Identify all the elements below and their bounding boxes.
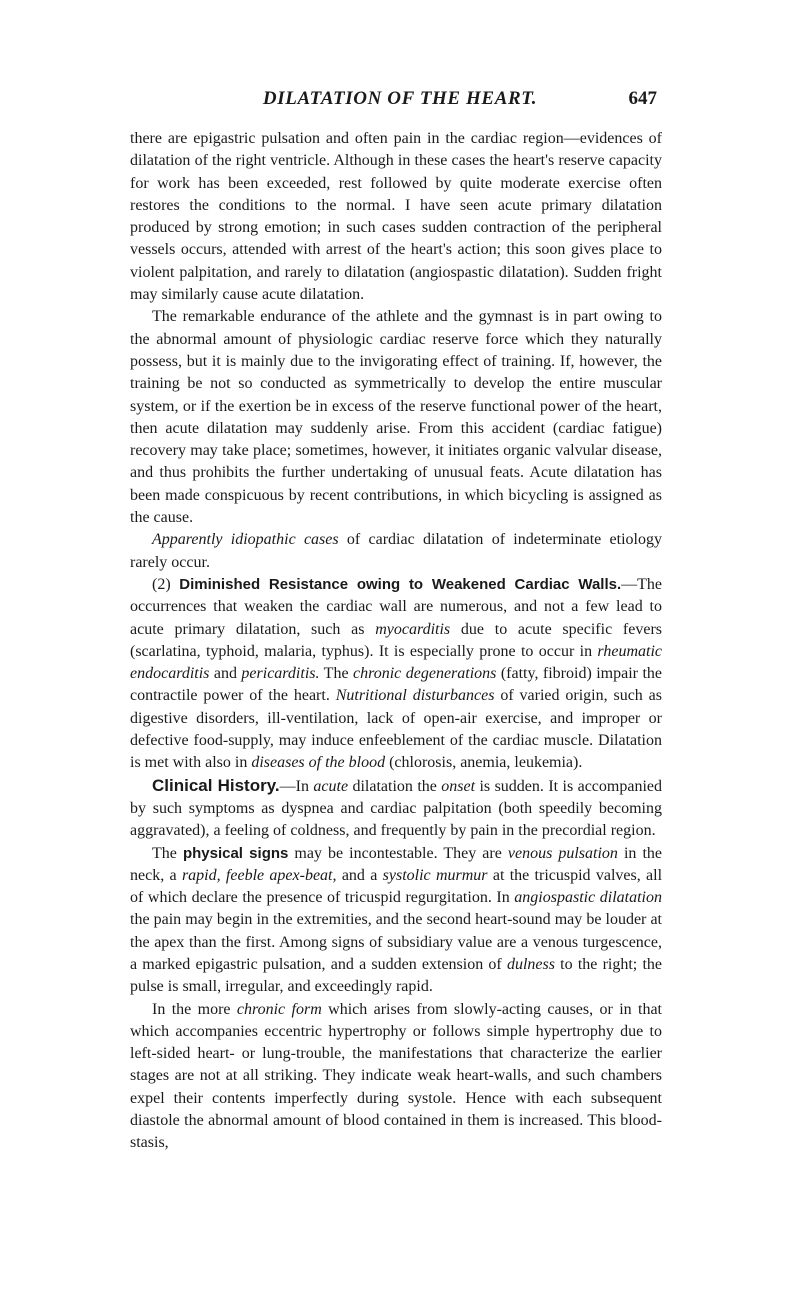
paragraph-3 (130, 529, 662, 574)
p4-italic-1: myocarditis (375, 620, 451, 638)
p4-italic-5: Nutritional disturbances (335, 687, 495, 705)
p4-italic-3: pericarditis. (241, 665, 320, 683)
paragraph-3-italic: Apparently idiopathic cases (152, 531, 339, 549)
p6-text-4: at the tricuspid valves, all of which declare the presence of tricuspid regurgitation. In (130, 866, 663, 907)
p6-italic-1: venous pulsation (507, 844, 618, 862)
paragraph-5 (130, 775, 662, 843)
paragraph-6 (130, 843, 662, 999)
p4-italic-6: diseases of the blood (251, 754, 386, 772)
p6-italic-5: dulness (506, 955, 555, 973)
p7-italic-1: chronic form (236, 1000, 322, 1018)
paragraph-2-text: The remarkable endurance of the athlete and the gymnast is in part owing to the abnormal amount of physiologic cardiac reserve force which they naturally possess, but it is mainly due to the invigorating effect of training. If, however, the training be not so conducted as symmetrically to develop the entire muscular system, or if the exertion be in excess of the reserve functional power of the heart, then acute dilatation may suddenly arise. From this accident (cardiac fatigue) recovery may take place; sometimes, however, it initiates organic valvular disease, and thus prohibits the further undertaking of unusual feats. Acute dilatation has been made conspicuous by recent contributions, in which bicycling is assigned as the cause. (130, 308, 662, 527)
p4-text-2: due to acute specific fevers (scarlatina, typhoid, malaria, typhus). It is especially prone to occur in (130, 620, 662, 660)
p4-text-1: —The occurrences that weaken the cardiac wall are numerous, and not a few lead to acute primary dilatation, such as (130, 575, 663, 638)
p4-text-4: The (319, 665, 353, 683)
p6-text-6: to the right; the pulse is small, irregular, and exceedingly rapid. (130, 955, 662, 996)
section-heading-clinical-history: Clinical History. (152, 775, 280, 795)
p6-text-3: and a (336, 866, 383, 884)
p5-text-2: dilatation the (348, 777, 442, 795)
p4-text-7: (chlorosis, anemia, leukemia). (385, 754, 583, 772)
p4-text-6: of varied origin, such as digestive disorders, ill-ventilation, lack of open-air exercise, and improper or defective food-supply, may induce enfeeblement of the cardiac muscle. Dilatation is met with also in (130, 687, 663, 772)
paragraph-7 (130, 999, 662, 1155)
page-header (0, 88, 800, 118)
p6-text-0: The (152, 844, 183, 862)
p7-text-1: which arises from slowly-acting causes, or in that which accompanies eccentric hypertrophy or follows simple hypertrophy due to left-sided heart- or lung-trouble, the manifestations that characterize the earlier stages are not at all striking. They indicate weak heart-walls, and such chambers expel their contents imperfectly during systole. Hence with each subsequent diastole the abnormal amount of blood contained in them is increased. This blood-stasis, (130, 1000, 663, 1152)
p6-italic-2: rapid, feeble apex-beat, (181, 866, 337, 884)
p6-text-5: the pain may begin in the extremities, and the second heart-sound may be louder at the apex than the first. Among signs of subsidiary value are a venous turgescence, a marked epigastric pulsation, and a sudden extension of (130, 911, 662, 973)
p4-italic-2: rheumatic endocarditis (130, 642, 662, 683)
p4-italic-4: chronic degenerations (353, 665, 497, 683)
p6-text-1: may be incontestable. They are (288, 844, 508, 862)
p4-text-3: and (209, 665, 242, 683)
running-head: DILATATION OF THE HEART. (262, 88, 538, 109)
physical-signs-heading: physical signs (182, 844, 289, 862)
paragraph-1-text: there are epigastric pulsation and often pain in the cardiac region—evidences of dilatation of the right ventricle. Although in these cases the heart's reserve capacity for work has been exceeded, rest followed by quite moderate exercise often restores the conditions to the normal. I have seen acute primary dilatation produced by strong emotion; in such cases sudden contraction of the peripheral vessels occurs, attended with arrest of the heart's action; this soon gives place to violent palpitation, and rarely to dilatation (angiospastic dilatation). Sudden fright may similarly cause acute dilatation. (130, 130, 662, 304)
paragraph-1 (130, 128, 662, 306)
p4-text-5: (fatty, fibroid) impair the contractile power of the heart. (130, 665, 662, 705)
body-text (130, 128, 662, 1155)
paragraph-2 (130, 306, 662, 529)
p5-text-3: is sudden. It is accompanied by such symptoms as dyspnea and cardiac palpitation (both speedily becoming aggravated), a feeling of coldness, and frequently by pain in the precordial region. (130, 777, 663, 840)
section-heading-diminished-resistance: Diminished Resistance owing to Weakened Cardiac Walls. (179, 575, 622, 593)
p5-italic-1: acute (313, 777, 349, 795)
section-number: (2) (152, 575, 180, 593)
page-number: 647 (628, 88, 657, 109)
paragraph-3-text: of cardiac dilatation of indeterminate etiology rarely occur. (130, 531, 662, 571)
p5-text-1: —In (279, 777, 314, 795)
paragraph-4 (130, 574, 662, 775)
p6-text-2: in the neck, a (130, 844, 663, 884)
p6-italic-4: angiospastic dilatation (514, 889, 662, 907)
p7-text-0: In the more (152, 1000, 237, 1018)
p6-italic-3: systolic murmur (382, 866, 488, 884)
p5-italic-2: onset (441, 777, 476, 795)
